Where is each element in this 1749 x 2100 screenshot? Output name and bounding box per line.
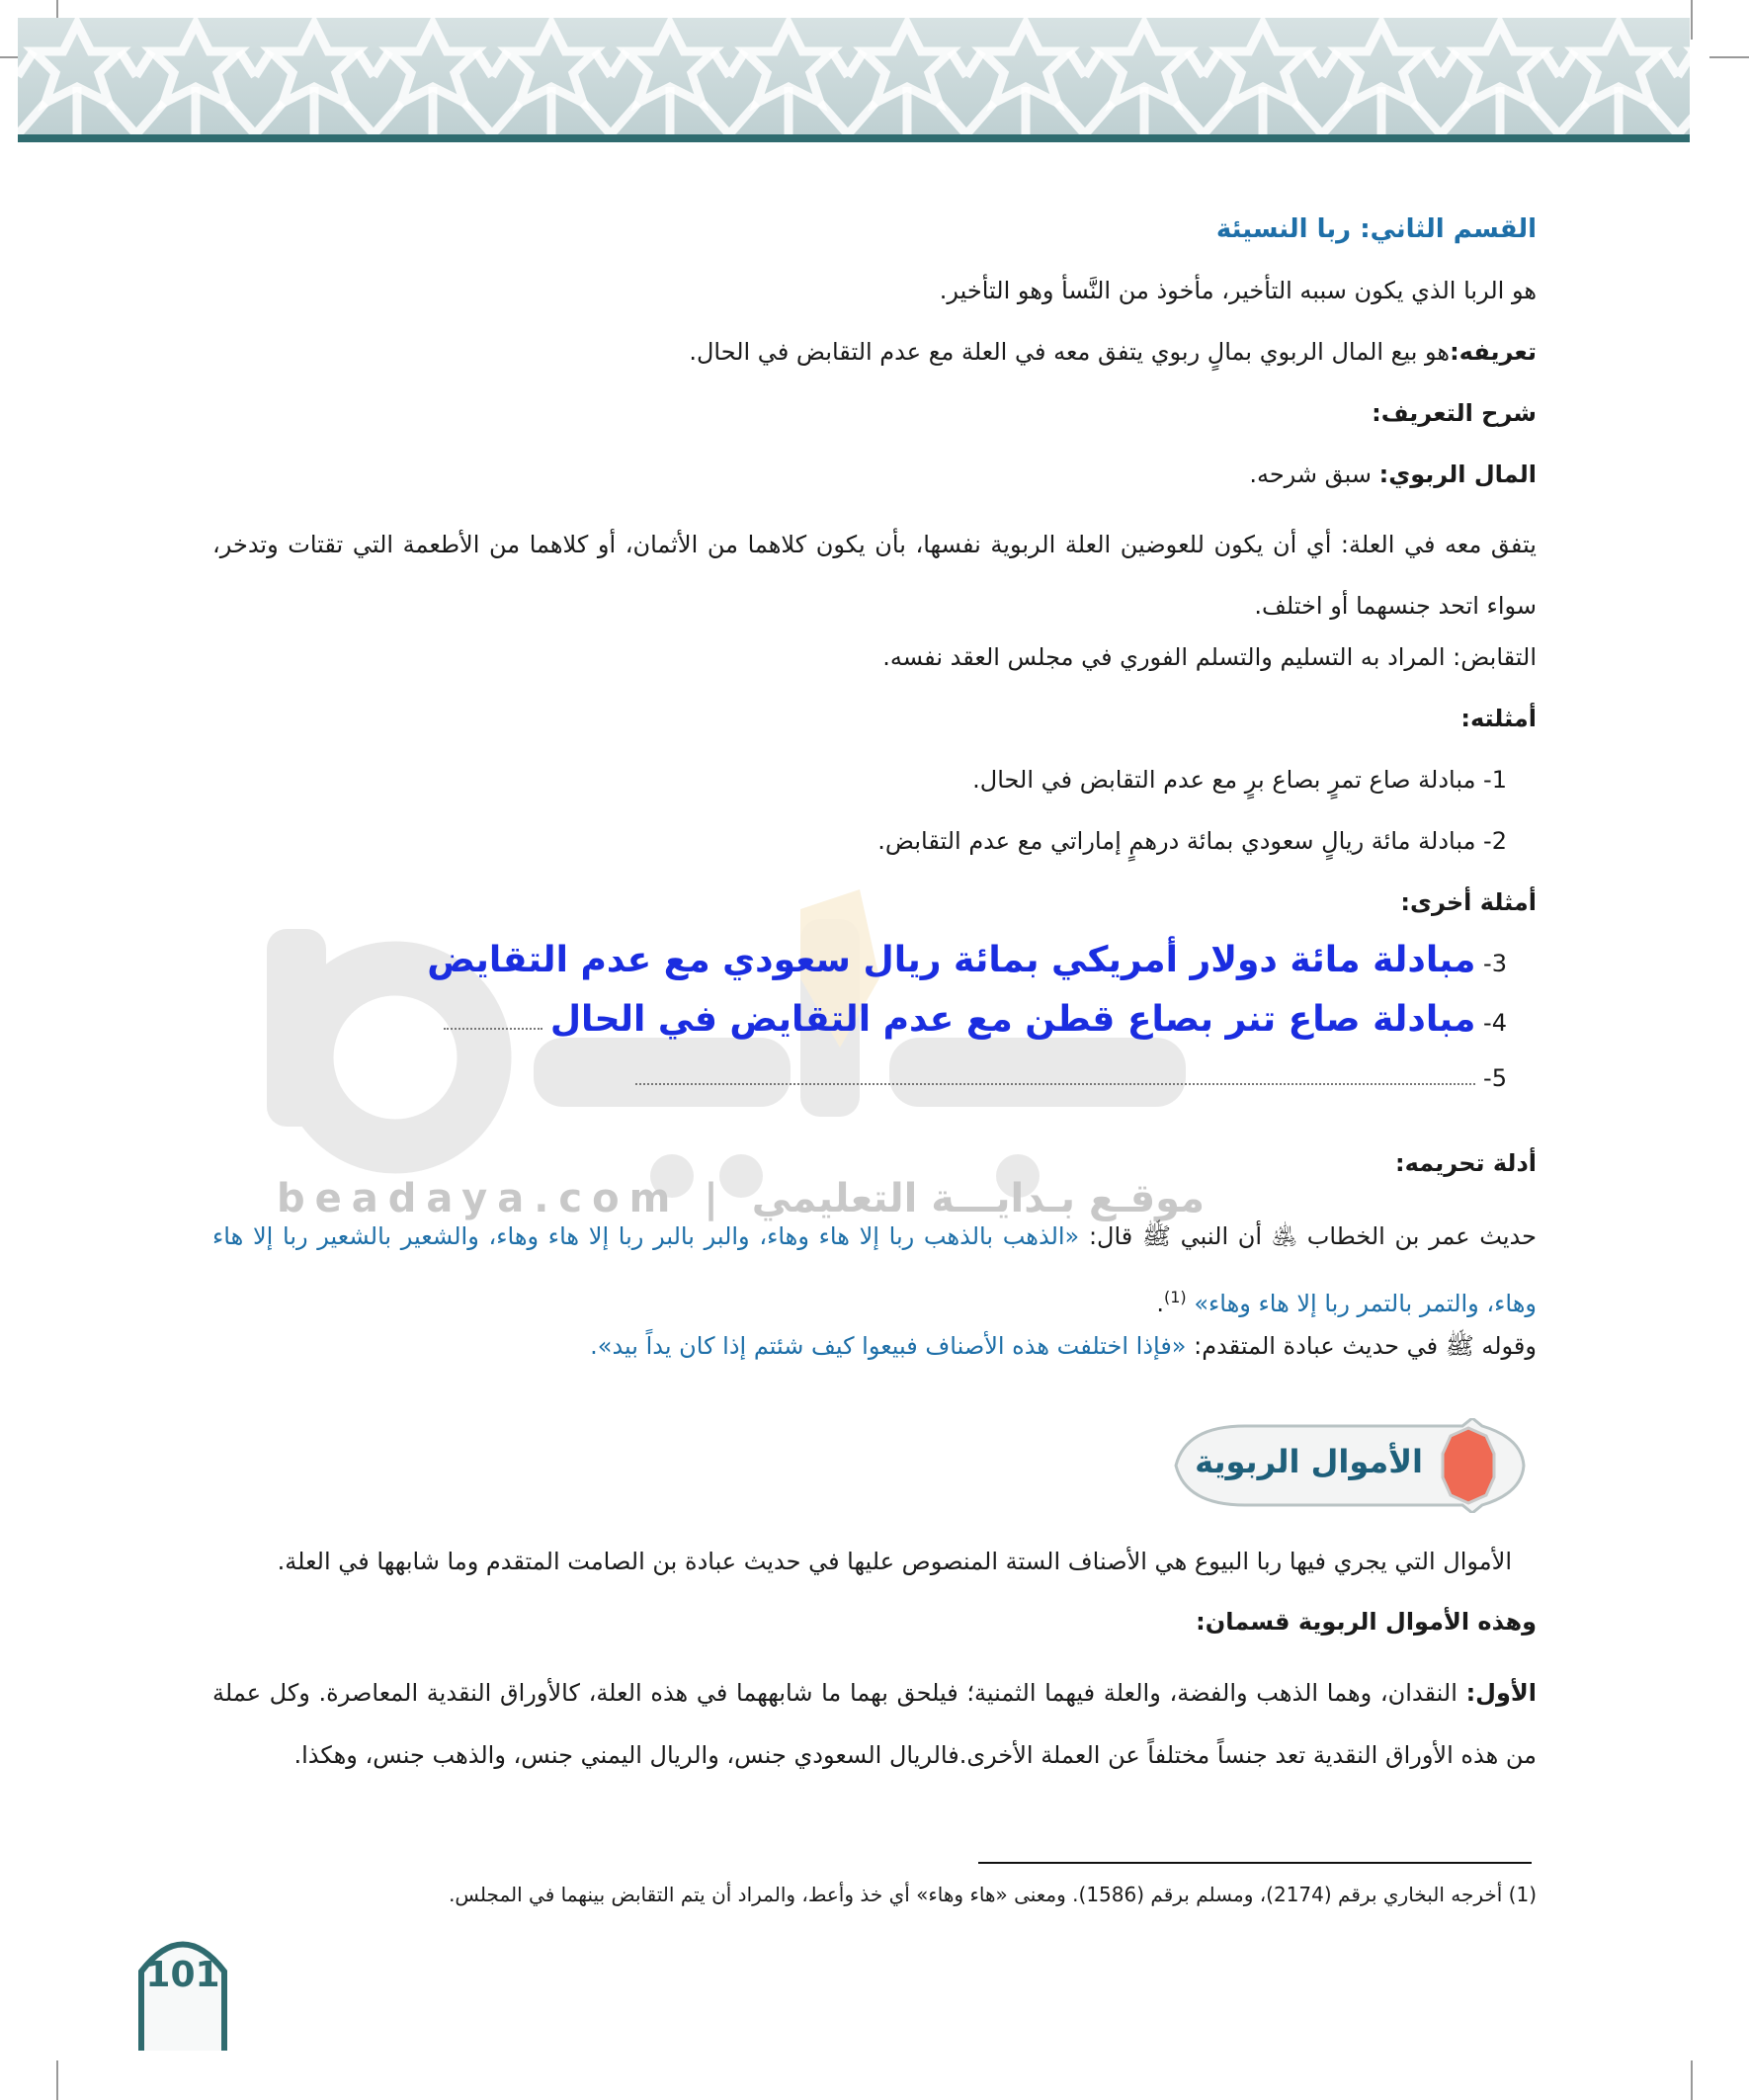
footnote: (1) أخرجه البخاري برقم (2174)، ومسلم برقم (1586). ومعنى «هاء وهاء» أي خذ وأعط، والمراد أن يتم التقابض بينهما في المجلس. <box>449 1883 1537 1906</box>
section-two <box>212 212 1537 246</box>
footnote-divider <box>978 1862 1532 1864</box>
evidence-label: أدلة تحريمه: <box>1395 1149 1537 1177</box>
hadith-intro: حديث عمر بن الخطاب ﵁ أن النبي ﷺ قال: <box>1088 1222 1537 1250</box>
hadith-text: «الذهب بالذهب ربا إلا هاء وهاء، والبر بالبر ربا إلا هاء وهاء، والشعير بالشعير ربا إلا هاء وهاء، والتمر بالتمر ربا إلا هاء وهاء» <box>212 1222 1537 1317</box>
second-hadith-intro: وقوله ﷺ في حديث عبادة المتقدم: <box>1194 1332 1537 1360</box>
crop-mark <box>1709 56 1749 58</box>
ribawi-intro: الأموال التي يجري فيها ربا البيوع هي الأصناف الستة المنصوص عليها في حديث عبادة بن الصامت المتقدم وما شابهها في العلة. <box>277 1548 1512 1575</box>
explanation-label: شرح التعريف: <box>1372 399 1537 427</box>
two-types-label: وهذه الأموال الربوية قسمان: <box>1196 1608 1537 1636</box>
first-type-label: الأول: <box>1465 1679 1537 1707</box>
ribawi-label: المال الربوي: <box>1378 461 1537 488</box>
octagon-icon <box>1443 1428 1494 1503</box>
definition-label: تعريفه: <box>1450 338 1537 366</box>
second-hadith-text: «فإذا اختلفت هذه الأصناف فبيعوا كيف شئتم إذا كان يداً بيد». <box>590 1332 1187 1360</box>
first-type-paragraph <box>212 1662 1537 1787</box>
taqabud-line: التقابض: المراد به التسليم والتسلم الفوري في مجلس العقد نفسه. <box>882 643 1537 671</box>
exercise-number: 5- <box>1483 1064 1507 1092</box>
decorative-banner <box>18 18 1690 134</box>
other-examples-label: أمثلة أخرى: <box>1400 888 1537 916</box>
exercise-number: 3- <box>1483 950 1507 977</box>
crop-mark <box>1691 2060 1693 2100</box>
watermark-caption: beadaya.com | موقـع بـدايـــة التعليمي <box>277 1176 1206 1221</box>
evidence-paragraph: حديث عمر بن الخطاب ﵁ أن النبي ﷺ قال: «الذهب بالذهب ربا إلا هاء وهاء، والبر بالبر ربا إلا هاء وهاء، والشعير بالشعير ربا إلا هاء وهاء، والتمر بالتمر ربا إلا هاء وهاء» $^{(1)}$. <box>212 1222 1537 1317</box>
second-hadith-line <box>212 1329 1537 1363</box>
section-heading: القسم الثاني: ربا النسيئة <box>1215 214 1537 244</box>
section-title-text: الأموال الربوية <box>1195 1443 1423 1480</box>
example-item: 1- مبادلة صاع تمرٍ بصاع برٍ مع عدم التقابض في الحال. <box>972 766 1507 794</box>
answer-dotted-line <box>444 1018 542 1030</box>
intro-line: هو الربا الذي يكون سببه التأخير، مأخوذ من النَّسأ وهو التأخير. <box>939 277 1537 304</box>
crop-mark <box>56 2060 58 2100</box>
banner-rule <box>18 134 1690 142</box>
handwritten-answer[interactable]: مبادلة مائة دولار أمريكي بمائة ريال سعودي مع عدم التقايض <box>427 940 1476 980</box>
page-number: 101 <box>145 1955 220 1995</box>
examples-label: أمثلته: <box>1460 705 1537 732</box>
exercise-line <box>183 998 1507 1042</box>
exercise-line <box>183 1061 1507 1095</box>
answer-dotted-line[interactable] <box>635 1073 1475 1085</box>
crop-mark <box>1691 0 1693 40</box>
illa-paragraph: يتفق معه في العلة: أي أن يكون للعوضين العلة الربوية نفسها، بأن يكون كلاهما من الأثمان، أو كلاهما من الأطعمة التي تقتات وتدخر، سواء اتحد جنسهما أو اختلف. <box>212 531 1537 620</box>
exercise-line <box>183 939 1507 982</box>
ribawi-line <box>212 458 1537 491</box>
definition-line <box>212 335 1537 369</box>
example-item: 2- مبادلة مائة ريالٍ سعودي بمائة درهمٍ إماراتي مع عدم التقابض. <box>877 827 1507 855</box>
exercise-number: 4- <box>1483 1009 1507 1037</box>
definition-text: هو بيع المال الربوي بمالٍ ربوي يتفق معه في العلة مع عدم التقابض في الحال. <box>689 338 1451 366</box>
first-type-text: النقدان، وهما الذهب والفضة، والعلة فيهما الثمنية؛ فيلحق بهما ما شابههما في هذه العلة، كالأوراق النقدية المعاصرة. وكل عملة من هذه الأوراق النقدية تعد جنساً مختلفاً عن العملة الأخرى.فالريال السعودي جنس، والريال اليمني جنس، والذهب جنس، وهكذا. <box>212 1679 1537 1769</box>
ribawi-text: سبق شرحه. <box>1249 461 1373 488</box>
footnote-ref[interactable]: (1) <box>1163 1288 1187 1306</box>
handwritten-answer[interactable]: مبادلة صاع تنر بصاع قطن مع عدم التقايض في الحال <box>549 999 1476 1040</box>
geometric-pattern-icon <box>18 18 1690 134</box>
